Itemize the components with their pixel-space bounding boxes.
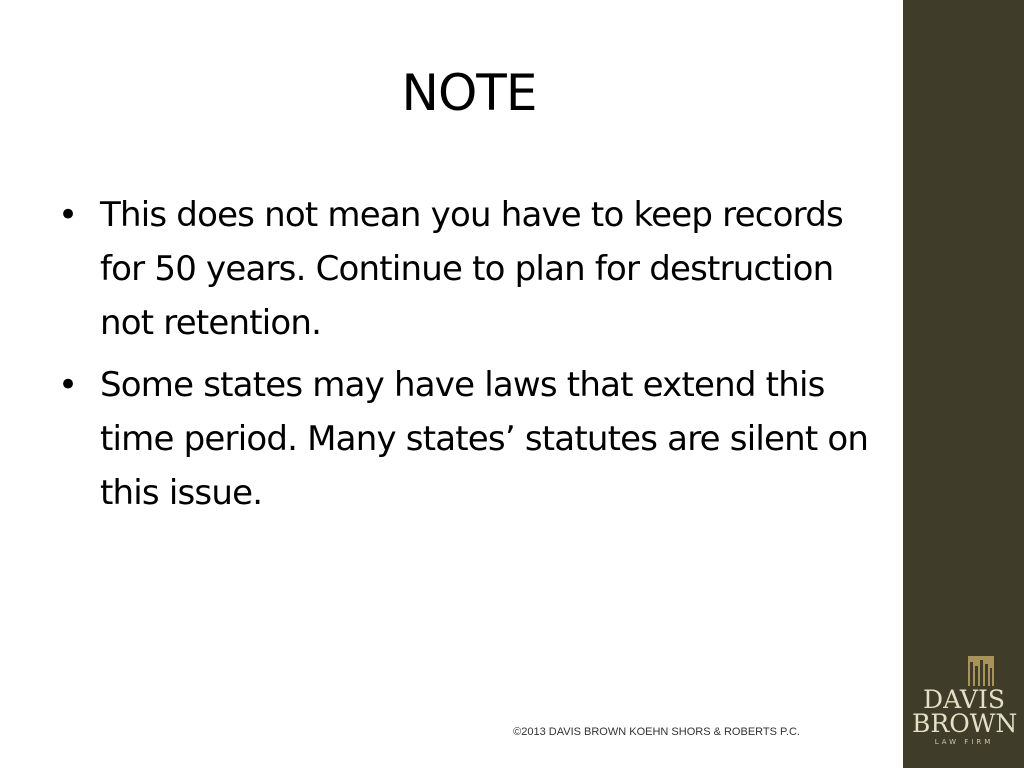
slide-title: NOTE — [401, 64, 537, 122]
building-mark-icon — [968, 656, 994, 686]
bullet-text: This does not mean you have to keep records for 50 years. Continue to plan for destruction not retention. — [100, 195, 843, 343]
logo-word-brown: BROWN — [912, 709, 1018, 738]
firm-logo — [912, 656, 1016, 756]
bullet-item — [58, 188, 888, 350]
logo-tagline: LAW FIRM — [934, 738, 994, 746]
bullet-point-icon: • — [58, 195, 79, 235]
bullet-point-icon: • — [58, 365, 79, 405]
copyright-footer: ©2013 DAVIS BROWN KOEHN SHORS & ROBERTS P.C. — [513, 726, 800, 738]
bullet-text: Some states may have laws that extend this time period. Many states’ statutes are silent on this issue. — [100, 365, 869, 513]
bullet-item — [58, 358, 888, 520]
logo-word-davis: DAVIS — [923, 685, 1005, 714]
side-band — [903, 0, 1024, 768]
bullet-list — [58, 188, 888, 528]
